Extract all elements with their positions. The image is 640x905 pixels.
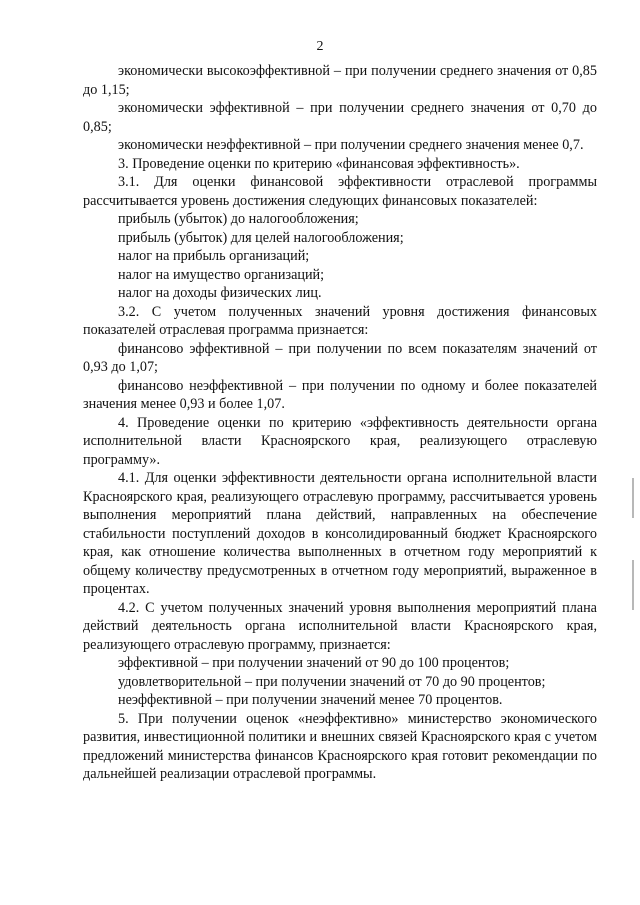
document-body: [83, 62, 597, 784]
paragraph: экономически эффективной – при получении среднего значения от 0,70 до 0,85;: [83, 100, 597, 135]
section-heading: 4. Проведение оценки по критерию «эффективность деятельности органа исполнительной власти Красноярского края, реализующего отраслевую программу».: [83, 414, 597, 468]
list-item: неэффективной – при получении значений менее 70 процентов.: [118, 692, 503, 708]
list-item: налог на имущество организаций;: [118, 266, 325, 283]
paragraph: 3.1. Для оценки финансовой эффективности отраслевой программы рассчитывается уровень достижения следующих финансовых показателей:: [83, 174, 597, 209]
list-item: прибыль (убыток) до налогообложения;: [118, 211, 359, 227]
list-item: налог на доходы физических лиц.: [118, 285, 322, 301]
page-number: 2: [316, 39, 324, 54]
list-item: удовлетворительной – при получении значений от 70 до 90 процентов;: [118, 673, 546, 690]
list-item: прибыль (убыток) для целей налогообложения;: [118, 229, 404, 246]
list-item: налог на прибыль организаций;: [118, 248, 310, 264]
scan-edge-mark: [632, 478, 634, 518]
section-heading: 3. Проведение оценки по критерию «финансовая эффективность».: [118, 155, 520, 172]
paragraph: 3.2. С учетом полученных значений уровня достижения финансовых показателей отраслевая программа признается:: [83, 303, 597, 338]
paragraph: финансово неэффективной – при получении по одному и более показателей значения менее 0,93 и более 1,07.: [83, 377, 597, 412]
paragraph: экономически неэффективной – при получении среднего значения менее 0,7.: [118, 137, 584, 153]
section-heading: 5. При получении оценок «неэффективно» министерство экономического развития, инвестиционной политики и внешних связей Красноярского края с учетом предложений министерства финансов Красноярского края готовит рекомендации по дальнейшей реализации отраслевой программы.: [83, 710, 597, 782]
paragraph: финансово эффективной – при получении по всем показателям значений от 0,93 до 1,07;: [83, 340, 597, 375]
paragraph: 4.2. С учетом полученных значений уровня выполнения мероприятий плана действий деятельность органа исполнительной власти Красноярского края, реализующего отраслевую программу, признается:: [83, 599, 597, 653]
paragraph: 4.1. Для оценки эффективности деятельности органа исполнительной власти Красноярского края, реализующего отраслевую программу, рассчитывается уровень выполнения мероприятий плана действий, направленных на обеспечение стабильности поступлений доходов в консолидированный бюджет Красноярского края, как отношение количества выполненных в отчетном году мероприятий к общему количеству предусмотренных в отчетном году мероприятий, выраженное в процентах.: [83, 470, 597, 597]
scan-edge-mark: [632, 560, 634, 610]
paragraph: экономически высокоэффективной – при получении среднего значения от 0,85 до 1,15;: [83, 63, 597, 98]
list-item: эффективной – при получении значений от 90 до 100 процентов;: [118, 655, 510, 671]
